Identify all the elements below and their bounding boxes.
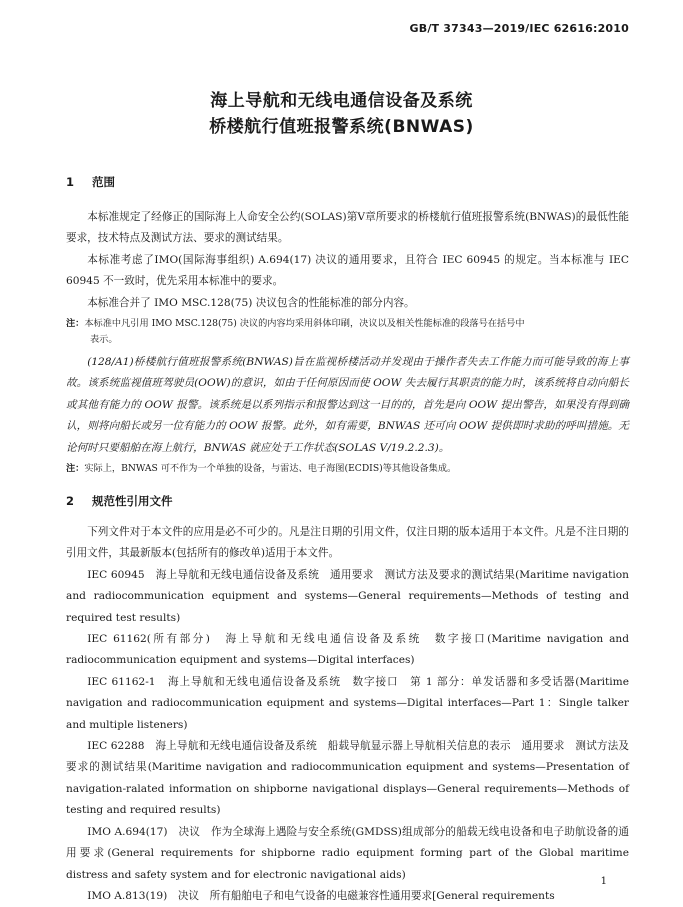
reference-entry: IEC 61162-1 海上导航和无线电通信设备及系统 数字接口 第 1 部分：单发话器和多受话器(Maritime navigation and radiocommunication equipment and systems—Digital interfaces—Part 1：Single talker and multiple listeners)	[66, 675, 629, 731]
reference-entry: IEC 62288 海上导航和无线电通信设备及系统 船载导航显示器上导航相关信息的表示 通用要求 测试方法及要求的测试结果(Maritime navigation and radiocommunication equipment and systems—Presentation of navigation-ralated information on shipborne navigational displays—General requirements—Methods of testing and required results)	[66, 740, 629, 817]
note-continuation: 表示。	[90, 334, 118, 346]
reference-entry: IEC 61162(所有部分) 海上导航和无线电通信设备及系统 数字接口(Maritime navigation and radiocommunication equipment and systems—Digital interfaces)	[66, 633, 629, 667]
section2-paragraph: 下列文件对于本文件的应用是必不可少的。凡是注日期的引用文件，仅注日期的版本适用于本文件。凡是不注日期的引用文件，其最新版本(包括所有的修改单)适用于本文件。	[66, 526, 629, 560]
reference-entry: IMO A.694(17) 决议 作为全球海上遇险与安全系统(GMDSS)组成部分的船载无线电设备和电子助航设备的通用要求(General requirements for shipborne radio equipment forming part of the Global maritime distress and safety system and for electronic navigational aids)	[66, 825, 629, 881]
section1-body	[66, 207, 629, 477]
reference-entry: IMO A.813(19) 决议 所有船舶电子和电气设备的电磁兼容性通用要求[General requirements	[87, 889, 555, 902]
section1-paragraph: 本标准考虑了IMO(国际海事组织) A.694(17) 决议的通用要求，且符合 IEC 60945 的规定。当本标准与 IEC 60945 不一致时，优先采用本标准中的要求。	[66, 253, 629, 288]
section1-paragraph: 本标准规定了经修正的国际海上人命安全公约(SOLAS)第Ⅴ章所要求的桥楼航行值班报警系统(BNWAS)的最低性能要求，技术特点及测试方法、要求的测试结果。	[66, 211, 629, 245]
reference-entry: IEC 60945 海上导航和无线电通信设备及系统 通用要求 测试方法及要求的测试结果(Maritime navigation and radiocommunication equipment and systems—General requirements—Methods of testing and required test results)	[66, 568, 629, 624]
section2-title: 规范性引用文件	[92, 494, 173, 508]
section1-italic-paragraph: (128/A1)桥楼航行值班报警系统(BNWAS)旨在监视桥楼活动并发现由于操作者失去工作能力而可能导致的海上事故。该系统监视值班驾驶员(OOW)的意识，如由于任何原因而使 OOW 失去履行其职责的能力时，该系统将自动向船长或其他有能力的 OOW 报警。该系统是以系列指示和报警达到这一目的的，首先是向 OOW 提出警告，如果没有得到确认，则将向船长或另一位有能力的 OOW 报警。此外，如有需要，BNWAS 还可向 OOW 提供即时求助的呼叫措施。无论何时只要船舶在海上航行，BNWAS 就应处于工作状态(SOLAS Ⅴ/19.2.2.3)。	[66, 356, 629, 454]
section1-heading	[66, 174, 115, 190]
note-label: 注：	[66, 318, 85, 330]
note-label: 注：	[66, 463, 85, 475]
section1-note2	[66, 461, 629, 477]
section2-heading	[66, 493, 173, 509]
page-number: 1	[600, 876, 607, 887]
section1-note1	[66, 316, 629, 348]
section1-paragraph: 本标准合并了 IMO MSC.128(75) 决议包含的性能标准的部分内容。	[87, 296, 415, 309]
note-text: 本标准中凡引用 IMO MSC.128(75) 决议的内容均采用斜体印刷，决议以及相关性能标准的段落号在括号中	[84, 318, 525, 330]
document-title-line1: 海上导航和无线电通信设备及系统	[210, 91, 473, 111]
section1-title: 范围	[92, 175, 116, 189]
note-text: 实际上，BNWAS 可不作为一个单独的设备，与雷达、电子海图(ECDIS)等其他设备集成。	[84, 463, 457, 475]
section2-body	[66, 522, 629, 907]
standard-code: GB/T 37343—2019/IEC 62616:2010	[409, 22, 629, 35]
section2-number: 2	[66, 494, 75, 508]
section1-number: 1	[66, 175, 75, 189]
document-title-line2: 桥楼航行值班报警系统(BNWAS)	[209, 117, 474, 137]
